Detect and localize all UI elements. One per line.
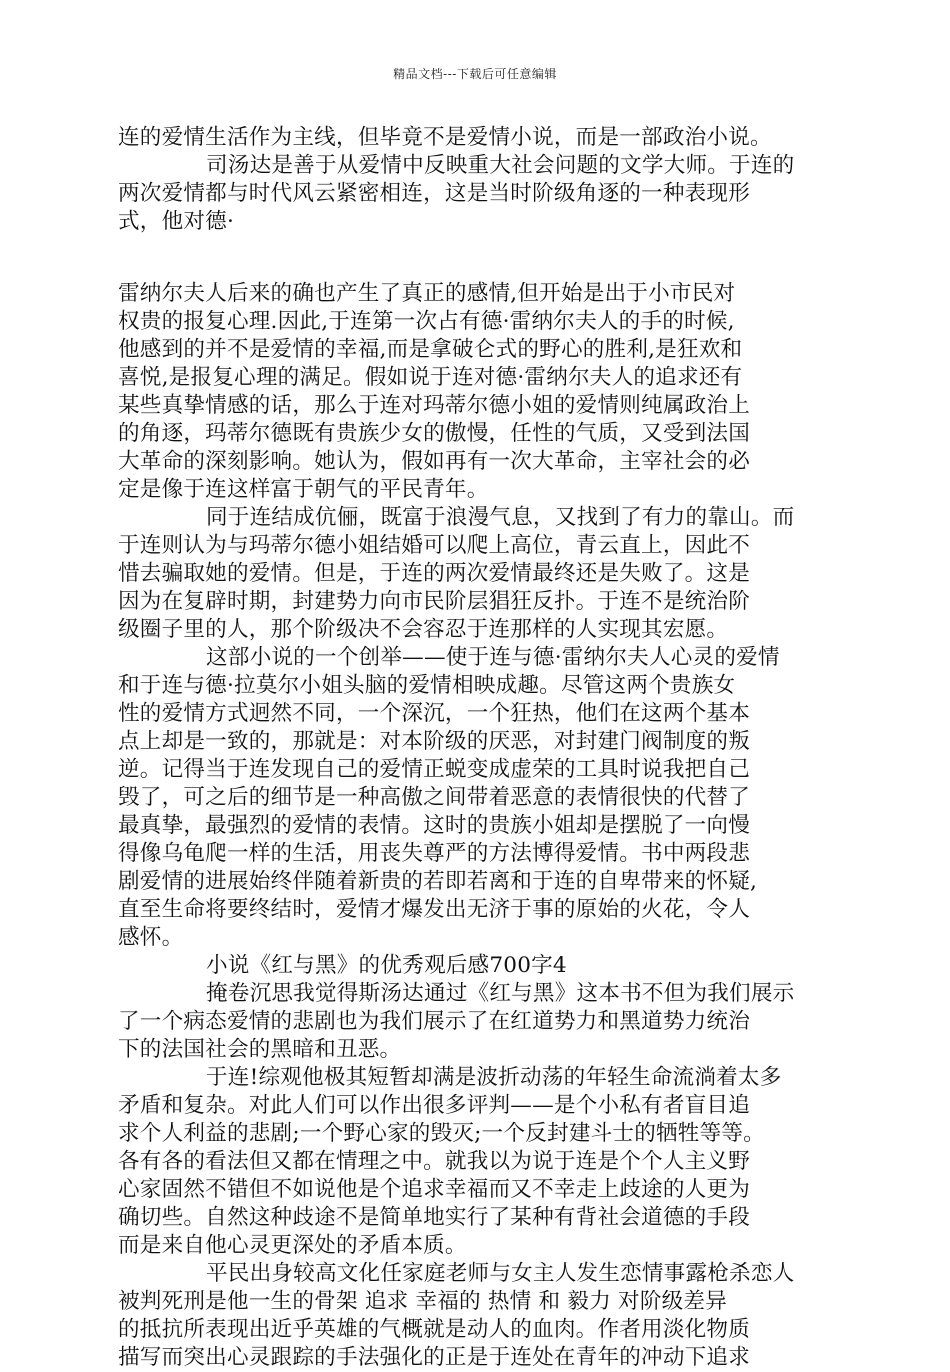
text-line: 下的法国社会的黑暗和丑恶。 <box>118 1037 402 1062</box>
text-line: 因为在复辟时期，封建势力向市民阶层猖狂反扑。于连不是统治阶 <box>118 589 751 614</box>
text-line: 平民出身较高文化任家庭老师与女主人发生恋情事露枪杀恋人 <box>206 1261 795 1286</box>
text-line: 级圈子里的人，那个阶级决不会容忍于连那样的人实现其宏愿。 <box>118 617 729 642</box>
text-line: 描写而突出心灵跟踪的手法强化的正是于连处在青年的冲动下追求 <box>118 1345 751 1370</box>
text-line: 心家固然不错但不如说他是个追求幸福而又不幸走上歧途的人更为 <box>118 1177 751 1202</box>
text-line: 了一个病态爱情的悲剧也为我们展示了在红道势力和黑道势力统治 <box>118 1009 751 1034</box>
text-line: 某些真挚情感的话，那么于连对玛蒂尔德小姐的爱情则纯属政治上 <box>118 393 751 418</box>
text-line: 这部小说的一个创举——使于连与德·雷纳尔夫人心灵的爱情 <box>206 645 780 670</box>
text-line: 而是来自他心灵更深处的矛盾本质。 <box>118 1233 467 1258</box>
page-header: 精品文档---下载后可任意编辑 <box>393 67 557 81</box>
text-line: 连的爱情生活作为主线，但毕竟不是爱情小说，而是一部政治小说。 <box>118 125 772 150</box>
text-line: 逆。记得当于连发现自己的爱情正蜕变成虚荣的工具时说我把自己 <box>118 757 751 782</box>
text-line: 定是像于连这样富于朝气的平民青年。 <box>118 477 489 502</box>
text-line: 矛盾和复杂。对此人们可以作出很多评判——是个小私有者盲目追 <box>118 1093 751 1118</box>
text-line: 小说《红与黑》的优秀观后感700字4 <box>206 953 567 978</box>
document-body <box>118 124 830 1372</box>
text-line: 雷纳尔夫人后来的确也产生了真正的感情,但开始是出于小市民对 <box>118 281 736 306</box>
text-line: 直至生命将要终结时，爱情才爆发出无济于事的原始的火花，令人 <box>118 897 751 922</box>
text-line: 和于连与德·拉莫尔小姐头脑的爱情相映成趣。尽管这两个贵族女 <box>118 673 736 698</box>
text-line: 被判死刑是他一生的骨架 追求 幸福的 热情 和 毅力 对阶级差异 <box>118 1289 728 1314</box>
text-line: 他感到的并不是爱情的幸福,而是拿破仑式的野心的胜利,是狂欢和 <box>118 337 743 362</box>
text-line: 毁了，可之后的细节是一种高傲之间带着恶意的表情很快的代替了 <box>118 785 751 810</box>
text-line: 于连!综观他极其短暂却满是波折动荡的年轻生命流淌着太多 <box>206 1065 782 1090</box>
text-line: 同于连结成伉俪，既富于浪漫气息，又找到了有力的靠山。而 <box>206 505 795 530</box>
text-line: 性的爱情方式迥然不同，一个深沉，一个狂热，他们在这两个基本 <box>118 701 751 726</box>
text-line: 的抵抗所表现出近乎英雄的气概就是动人的血肉。作者用淡化物质 <box>118 1317 751 1342</box>
blank-line <box>118 236 830 280</box>
text-line: 点上却是一致的，那就是：对本阶级的厌恶，对封建门阀制度的叛 <box>118 729 751 754</box>
text-line: 的角逐，玛蒂尔德既有贵族少女的傲慢，任性的气质，又受到法国 <box>118 421 751 446</box>
text-line: 喜悦,是报复心理的满足。假如说于连对德·雷纳尔夫人的追求还有 <box>118 365 743 390</box>
text-line: 求个人利益的悲剧;一个野心家的毁灭;一个反封建斗士的牺牲等等。 <box>118 1121 765 1146</box>
text-line: 各有各的看法但又都在情理之中。就我以为说于连是个个人主义野 <box>118 1149 751 1174</box>
text-line: 两次爱情都与时代风云紧密相连，这是当时阶级角逐的一种表现形 <box>118 181 751 206</box>
text-line: 感怀。 <box>118 925 184 950</box>
text-line: 于连则认为与玛蒂尔德小姐结婚可以爬上高位，青云直上，因此不 <box>118 533 751 558</box>
text-line: 式，他对德· <box>118 209 235 234</box>
text-line: 最真挚，最强烈的爱情的表情。这时的贵族小姐却是摆脱了一向慢 <box>118 813 751 838</box>
text-line: 大革命的深刻影响。她认为，假如再有一次大革命，主宰社会的必 <box>118 449 751 474</box>
text-line: 权贵的报复心理.因此,于连第一次占有德·雷纳尔夫人的手的时候, <box>118 309 735 334</box>
text-line: 剧爱情的进展始终伴随着新贵的若即若离和于连的自卑带来的怀疑, <box>118 869 758 894</box>
text-line: 掩卷沉思我觉得斯汤达通过《红与黑》这本书不但为我们展示 <box>206 981 795 1006</box>
text-line: 确切些。自然这种歧途不是简单地实行了某种有背社会道德的手段 <box>118 1205 751 1230</box>
text-line: 惜去骗取她的爱情。但是，于连的两次爱情最终还是失败了。这是 <box>118 561 751 586</box>
text-line: 得像乌龟爬一样的生活，用丧失尊严的方法博得爱情。书中两段悲 <box>118 841 751 866</box>
text-line: 司汤达是善于从爱情中反映重大社会问题的文学大师。于连的 <box>206 153 795 178</box>
